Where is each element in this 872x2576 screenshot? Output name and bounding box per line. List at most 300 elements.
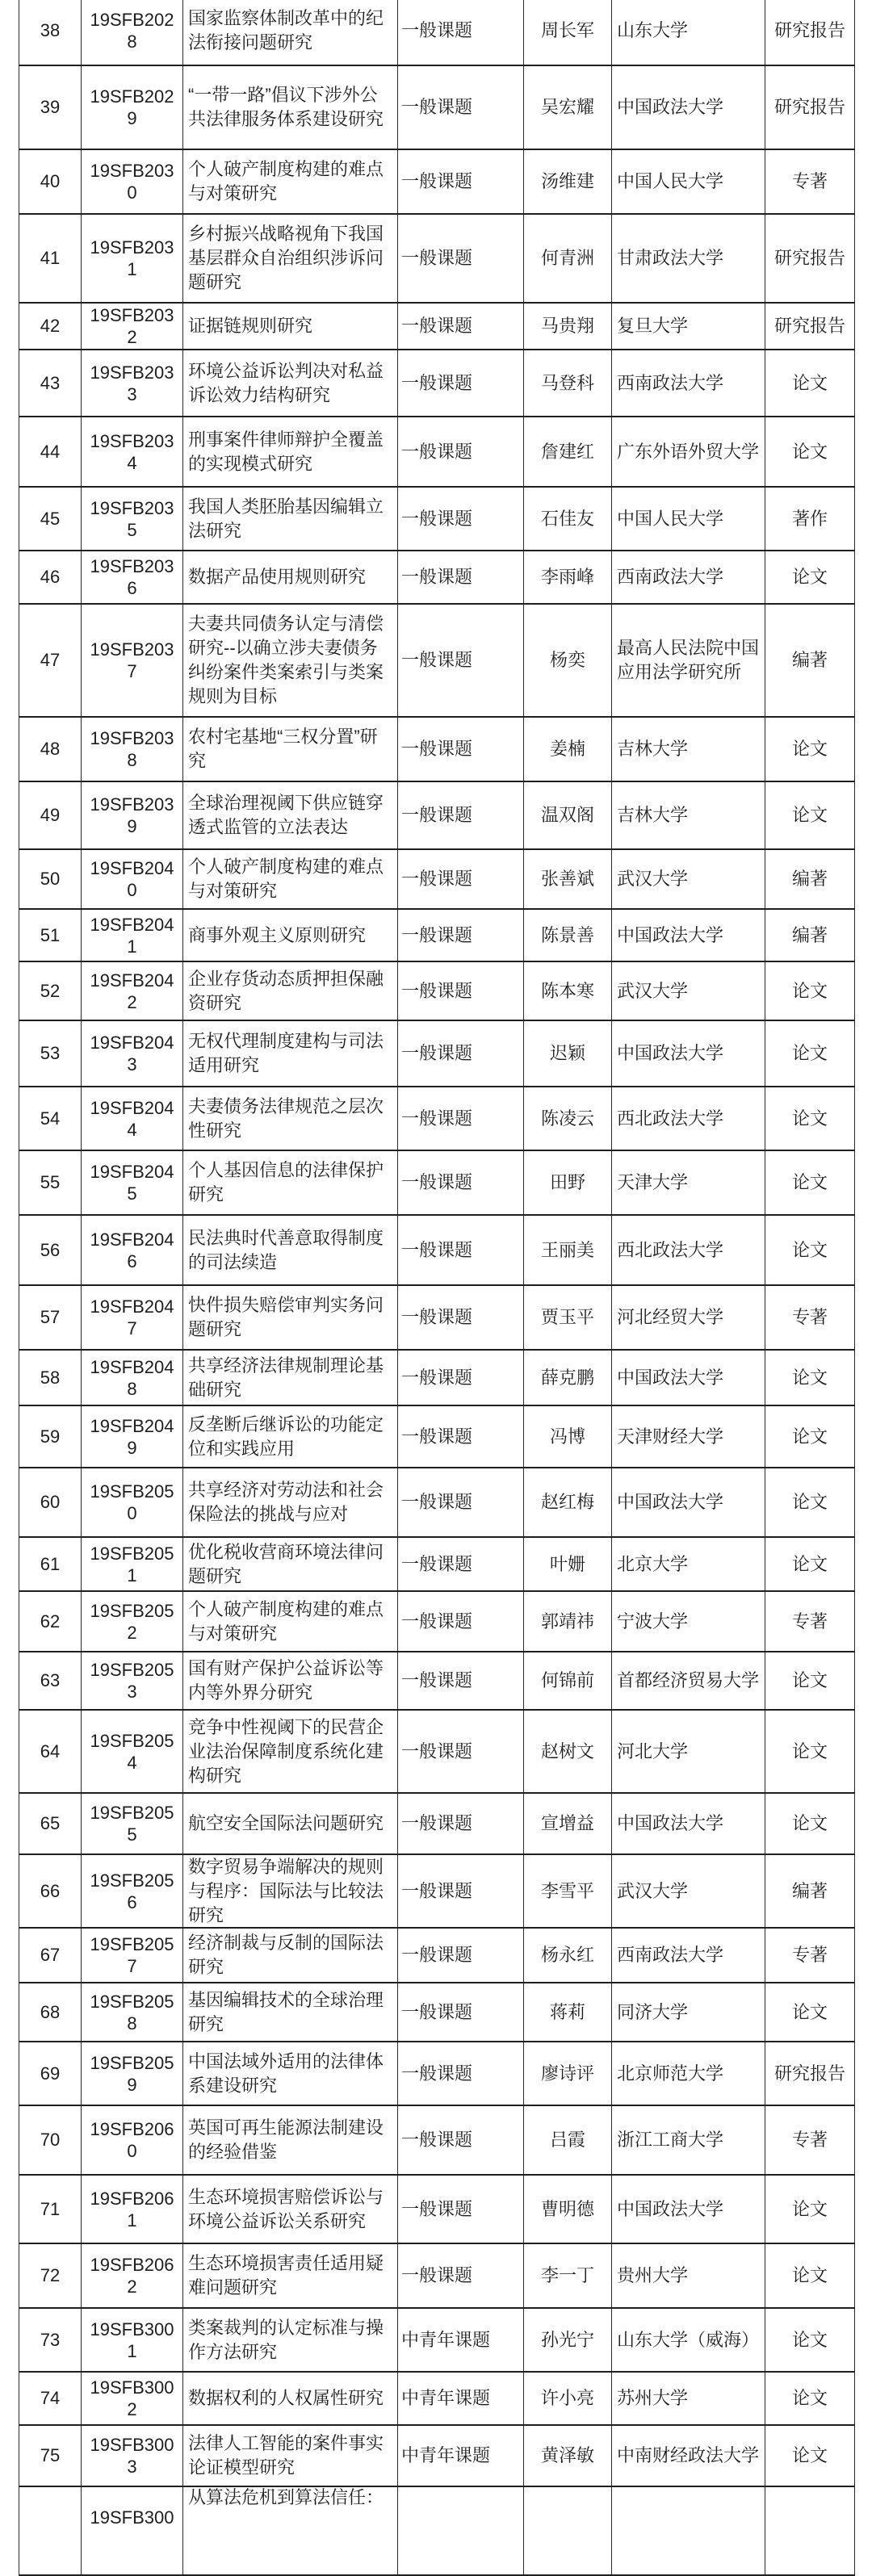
cell-number: 48 xyxy=(19,718,82,781)
cell-category: 一般课题 xyxy=(398,488,524,550)
cell-project-code: 19SFB2035 xyxy=(82,488,183,550)
cell-project-title: 国家监察体制改革中的纪法衔接问题研究 xyxy=(183,0,398,65)
cell-project-title: 环境公益诉讼判决对私益诉讼效力结构研究 xyxy=(183,350,398,416)
cell-category: 一般课题 xyxy=(398,1652,524,1709)
cell-category: 一般课题 xyxy=(398,1468,524,1536)
cell-project-code: 19SFB2045 xyxy=(82,1151,183,1214)
cell-institution: 复旦大学 xyxy=(612,304,765,349)
cell-leader: 吕霞 xyxy=(524,2106,612,2174)
cell-result-type: 论文 xyxy=(765,1711,855,1792)
cell-result-type: 研究报告 xyxy=(765,304,855,349)
cell-number: 71 xyxy=(19,2176,82,2243)
cell-project-code: 19SFB3003 xyxy=(82,2426,183,2486)
cell-result-type: 研究报告 xyxy=(765,0,855,65)
cell-result-type xyxy=(765,2487,855,2574)
cell-result-type: 论文 xyxy=(765,1351,855,1405)
cell-project-title: 共享经济对劳动法和社会保险法的挑战与应对 xyxy=(183,1468,398,1536)
cell-leader: 孙光宁 xyxy=(524,2309,612,2371)
cell-category: 一般课题 xyxy=(398,0,524,65)
cell-number: 73 xyxy=(19,2309,82,2371)
cell-number: 60 xyxy=(19,1468,82,1536)
cell-project-title: 夫妻债务法律规范之层次性研究 xyxy=(183,1087,398,1150)
cell-category: 一般课题 xyxy=(398,1929,524,1982)
table-row xyxy=(19,1151,855,1216)
cell-project-code: 19SFB2032 xyxy=(82,304,183,349)
cell-number: 56 xyxy=(19,1216,82,1284)
cell-number: 72 xyxy=(19,2244,82,2307)
cell-result-type: 研究报告 xyxy=(765,215,855,302)
cell-result-type: 论文 xyxy=(765,2176,855,2243)
cell-institution: 武汉大学 xyxy=(612,850,765,908)
table-row xyxy=(19,2176,855,2244)
cell-leader: 马贵翔 xyxy=(524,304,612,349)
cell-project-title: 个人破产制度构建的难点与对策研究 xyxy=(183,850,398,908)
cell-project-title: 商事外观主义原则研究 xyxy=(183,910,398,961)
cell-project-code: 19SFB2050 xyxy=(82,1468,183,1536)
cell-leader: 何青洲 xyxy=(524,215,612,302)
cell-category: 一般课题 xyxy=(398,1538,524,1590)
cell-project-code: 19SFB2041 xyxy=(82,910,183,961)
cell-institution: 西南政法大学 xyxy=(612,350,765,416)
cell-number: 70 xyxy=(19,2106,82,2174)
table-row xyxy=(19,1652,855,1711)
cell-project-title: 优化税收营商环境法律问题研究 xyxy=(183,1538,398,1590)
cell-project-code: 19SFB2053 xyxy=(82,1652,183,1709)
cell-category: 一般课题 xyxy=(398,962,524,1020)
cell-institution: 北京师范大学 xyxy=(612,2042,765,2105)
table-row xyxy=(19,1021,855,1087)
cell-result-type: 研究报告 xyxy=(765,66,855,149)
cell-category: 一般课题 xyxy=(398,1406,524,1467)
cell-number: 61 xyxy=(19,1538,82,1590)
cell-result-type: 论文 xyxy=(765,1538,855,1590)
table-row xyxy=(19,962,855,1021)
cell-number: 54 xyxy=(19,1087,82,1150)
cell-number xyxy=(19,2487,82,2574)
cell-category: 一般课题 xyxy=(398,350,524,416)
cell-category: 一般课题 xyxy=(398,1983,524,2041)
table-row xyxy=(19,1286,855,1351)
cell-leader: 杨永红 xyxy=(524,1929,612,1982)
cell-project-title: 乡村振兴战略视角下我国基层群众自治组织涉诉问题研究 xyxy=(183,215,398,302)
cell-category: 一般课题 xyxy=(398,1351,524,1405)
cell-project-code: 19SFB2047 xyxy=(82,1286,183,1349)
cell-institution: 河北经贸大学 xyxy=(612,1286,765,1349)
cell-institution: 贵州大学 xyxy=(612,2244,765,2307)
cell-institution: 中国政法大学 xyxy=(612,1021,765,1086)
cell-project-code: 19SFB2057 xyxy=(82,1929,183,1982)
cell-leader: 田野 xyxy=(524,1151,612,1214)
cell-project-title: 经济制裁与反制的国际法研究 xyxy=(183,1929,398,1982)
cell-institution: 中南财经政法大学 xyxy=(612,2426,765,2486)
table-row xyxy=(19,0,855,66)
cell-institution: 中国政法大学 xyxy=(612,66,765,149)
cell-category: 一般课题 xyxy=(398,1216,524,1284)
cell-project-title: 英国可再生能源法制建设的经验借鉴 xyxy=(183,2106,398,2174)
cell-leader: 李一丁 xyxy=(524,2244,612,2307)
cell-result-type: 著作 xyxy=(765,488,855,550)
cell-result-type: 论文 xyxy=(765,417,855,486)
cell-institution: 中国人民大学 xyxy=(612,150,765,213)
cell-institution: 甘肃政法大学 xyxy=(612,215,765,302)
cell-leader: 贾玉平 xyxy=(524,1286,612,1349)
cell-number: 39 xyxy=(19,66,82,149)
cell-institution: 吉林大学 xyxy=(612,782,765,848)
cell-category: 一般课题 xyxy=(398,605,524,716)
cell-result-type: 编著 xyxy=(765,605,855,716)
cell-project-code: 19SFB2033 xyxy=(82,350,183,416)
cell-project-code: 19SFB2059 xyxy=(82,2042,183,2105)
cell-result-type: 论文 xyxy=(765,1794,855,1853)
cell-project-code: 19SFB2038 xyxy=(82,718,183,781)
cell-project-code: 19SFB2060 xyxy=(82,2106,183,2174)
cell-project-code: 19SFB2046 xyxy=(82,1216,183,1284)
table-row xyxy=(19,1794,855,1855)
cell-category: 一般课题 xyxy=(398,215,524,302)
table-row xyxy=(19,66,855,150)
cell-project-code: 19SFB2055 xyxy=(82,1794,183,1853)
cell-leader: 蒋莉 xyxy=(524,1983,612,2041)
cell-project-title: 民法典时代善意取得制度的司法续造 xyxy=(183,1216,398,1284)
cell-number: 57 xyxy=(19,1286,82,1349)
cell-result-type: 论文 xyxy=(765,2426,855,2486)
cell-project-code: 19SFB2029 xyxy=(82,66,183,149)
cell-number: 47 xyxy=(19,605,82,716)
table-row xyxy=(19,910,855,962)
cell-institution: 中国政法大学 xyxy=(612,1468,765,1536)
cell-result-type: 论文 xyxy=(765,350,855,416)
cell-category xyxy=(398,2487,524,2574)
cell-leader: 周长军 xyxy=(524,0,612,65)
cell-project-code: 19SFB300 xyxy=(82,2487,183,2574)
cell-leader: 宣增益 xyxy=(524,1794,612,1853)
table-row xyxy=(19,1351,855,1406)
cell-number: 40 xyxy=(19,150,82,213)
cell-category: 一般课题 xyxy=(398,2176,524,2243)
table-row xyxy=(19,1592,855,1652)
table-row xyxy=(19,2244,855,2309)
cell-leader: 张善斌 xyxy=(524,850,612,908)
cell-leader: 马登科 xyxy=(524,350,612,416)
cell-category: 一般课题 xyxy=(398,1711,524,1792)
cell-category: 一般课题 xyxy=(398,718,524,781)
table-row xyxy=(19,718,855,782)
cell-project-code: 19SFB2056 xyxy=(82,1855,183,1927)
cell-number: 38 xyxy=(19,0,82,65)
table-row xyxy=(19,1087,855,1151)
cell-institution: 首都经济贸易大学 xyxy=(612,1652,765,1709)
cell-institution: 天津财经大学 xyxy=(612,1406,765,1467)
cell-institution: 中国政法大学 xyxy=(612,1794,765,1853)
cell-result-type: 论文 xyxy=(765,782,855,848)
cell-category: 一般课题 xyxy=(398,551,524,603)
cell-institution: 同济大学 xyxy=(612,1983,765,2041)
cell-category: 一般课题 xyxy=(398,2106,524,2174)
cell-project-code: 19SFB2037 xyxy=(82,605,183,716)
cell-project-title: 法律人工智能的案件事实论证模型研究 xyxy=(183,2426,398,2486)
cell-leader: 王丽美 xyxy=(524,1216,612,1284)
cell-project-code: 19SFB2061 xyxy=(82,2176,183,2243)
cell-leader: 陈景善 xyxy=(524,910,612,961)
cell-number: 51 xyxy=(19,910,82,961)
cell-result-type: 专著 xyxy=(765,1592,855,1651)
cell-project-code: 19SFB2048 xyxy=(82,1351,183,1405)
cell-project-title: 共享经济法律规制理论基础研究 xyxy=(183,1351,398,1405)
cell-project-title: 证据链规则研究 xyxy=(183,304,398,349)
cell-leader: 杨奕 xyxy=(524,605,612,716)
cell-project-title: 数据产品使用规则研究 xyxy=(183,551,398,603)
cell-institution: 西南政法大学 xyxy=(612,1929,765,1982)
cell-institution: 中国政法大学 xyxy=(612,2176,765,2243)
cell-leader: 曹明德 xyxy=(524,2176,612,2243)
cell-category: 一般课题 xyxy=(398,1855,524,1927)
table-row xyxy=(19,1929,855,1983)
table-row xyxy=(19,2309,855,2373)
cell-category: 一般课题 xyxy=(398,910,524,961)
cell-institution: 西南政法大学 xyxy=(612,551,765,603)
cell-category: 一般课题 xyxy=(398,66,524,149)
cell-leader: 叶姗 xyxy=(524,1538,612,1590)
table-row xyxy=(19,1538,855,1592)
table-row xyxy=(19,2106,855,2176)
cell-number: 50 xyxy=(19,850,82,908)
cell-number: 65 xyxy=(19,1794,82,1853)
cell-category: 一般课题 xyxy=(398,782,524,848)
cell-project-title: 竞争中性视阈下的民营企业法治保障制度系统化建构研究 xyxy=(183,1711,398,1792)
cell-project-title: 刑事案件律师辩护全覆盖的实现模式研究 xyxy=(183,417,398,486)
cell-result-type: 编著 xyxy=(765,910,855,961)
cell-project-code: 19SFB2044 xyxy=(82,1087,183,1150)
cell-number: 46 xyxy=(19,551,82,603)
table-row xyxy=(19,417,855,488)
cell-leader: 郭靖祎 xyxy=(524,1592,612,1651)
cell-number: 64 xyxy=(19,1711,82,1792)
cell-number: 49 xyxy=(19,782,82,848)
cell-institution: 北京大学 xyxy=(612,1538,765,1590)
cell-institution: 西北政法大学 xyxy=(612,1087,765,1150)
cell-leader: 冯博 xyxy=(524,1406,612,1467)
cell-number: 42 xyxy=(19,304,82,349)
cell-leader: 姜楠 xyxy=(524,718,612,781)
cell-project-code: 19SFB2062 xyxy=(82,2244,183,2307)
cell-project-code: 19SFB2040 xyxy=(82,850,183,908)
cell-project-code: 19SFB2054 xyxy=(82,1711,183,1792)
cell-institution: 山东大学 xyxy=(612,0,765,65)
cell-institution: 中国人民大学 xyxy=(612,488,765,550)
cell-result-type: 专著 xyxy=(765,1929,855,1982)
cell-project-title: 夫妻共同债务认定与清偿研究--以确立涉夫妻债务纠纷案件类案索引与类案规则为目标 xyxy=(183,605,398,716)
cell-institution: 浙江工商大学 xyxy=(612,2106,765,2174)
cell-category: 一般课题 xyxy=(398,417,524,486)
cell-result-type: 论文 xyxy=(765,2244,855,2307)
cell-result-type: 论文 xyxy=(765,962,855,1020)
cell-leader: 迟颖 xyxy=(524,1021,612,1086)
cell-number: 69 xyxy=(19,2042,82,2105)
table-row xyxy=(19,1406,855,1468)
cell-result-type: 论文 xyxy=(765,1406,855,1467)
cell-number: 66 xyxy=(19,1855,82,1927)
cell-number: 75 xyxy=(19,2426,82,2486)
table-row xyxy=(19,304,855,350)
cell-project-title: 生态环境损害责任适用疑难问题研究 xyxy=(183,2244,398,2307)
cell-project-title: 个人破产制度构建的难点与对策研究 xyxy=(183,150,398,213)
cell-category: 一般课题 xyxy=(398,2042,524,2105)
cell-number: 55 xyxy=(19,1151,82,1214)
cell-leader: 廖诗评 xyxy=(524,2042,612,2105)
cell-institution: 山东大学（威海） xyxy=(612,2309,765,2371)
cell-project-title: 我国人类胚胎基因编辑立法研究 xyxy=(183,488,398,550)
cell-project-title: 生态环境损害赔偿诉讼与环境公益诉讼关系研究 xyxy=(183,2176,398,2243)
cell-project-code: 19SFB2042 xyxy=(82,962,183,1020)
table-row xyxy=(19,2042,855,2106)
cell-number: 52 xyxy=(19,962,82,1020)
cell-institution xyxy=(612,2487,765,2574)
cell-number: 44 xyxy=(19,417,82,486)
cell-project-code: 19SFB2034 xyxy=(82,417,183,486)
cell-project-title: 中国法域外适用的法律体系建设研究 xyxy=(183,2042,398,2105)
cell-category: 一般课题 xyxy=(398,850,524,908)
table-row xyxy=(19,2426,855,2487)
cell-result-type: 论文 xyxy=(765,1983,855,2041)
cell-project-title: 从算法危机到算法信任： xyxy=(183,2487,398,2574)
cell-project-code: 19SFB2031 xyxy=(82,215,183,302)
cell-number: 45 xyxy=(19,488,82,550)
cell-project-code: 19SFB2058 xyxy=(82,1983,183,2041)
table-row xyxy=(19,605,855,718)
cell-institution: 中国政法大学 xyxy=(612,910,765,961)
cell-category: 一般课题 xyxy=(398,1151,524,1214)
project-table xyxy=(19,0,855,2576)
cell-project-title: 企业存货动态质押担保融资研究 xyxy=(183,962,398,1020)
cell-institution: 最高人民法院中国应用法学研究所 xyxy=(612,605,765,716)
cell-leader: 李雪平 xyxy=(524,1855,612,1927)
cell-leader: 赵红梅 xyxy=(524,1468,612,1536)
cell-leader: 许小亮 xyxy=(524,2373,612,2424)
cell-leader: 陈本寒 xyxy=(524,962,612,1020)
table-row xyxy=(19,150,855,215)
cell-leader: 李雨峰 xyxy=(524,551,612,603)
cell-category: 一般课题 xyxy=(398,304,524,349)
cell-result-type: 研究报告 xyxy=(765,2042,855,2105)
cell-category: 中青年课题 xyxy=(398,2426,524,2486)
cell-category: 一般课题 xyxy=(398,1021,524,1086)
cell-project-code: 19SFB2052 xyxy=(82,1592,183,1651)
cell-leader: 何锦前 xyxy=(524,1652,612,1709)
cell-leader: 温双阁 xyxy=(524,782,612,848)
cell-category: 一般课题 xyxy=(398,1794,524,1853)
cell-category: 一般课题 xyxy=(398,1592,524,1651)
cell-institution: 广东外语外贸大学 xyxy=(612,417,765,486)
cell-project-code: 19SFB2039 xyxy=(82,782,183,848)
cell-result-type: 论文 xyxy=(765,1468,855,1536)
cell-project-title: 个人基因信息的法律保护研究 xyxy=(183,1151,398,1214)
cell-category: 一般课题 xyxy=(398,2244,524,2307)
cell-project-title: 个人破产制度构建的难点与对策研究 xyxy=(183,1592,398,1651)
cell-result-type: 编著 xyxy=(765,850,855,908)
cell-project-code: 19SFB2036 xyxy=(82,551,183,603)
cell-project-title: 无权代理制度建构与司法适用研究 xyxy=(183,1021,398,1086)
cell-leader: 汤维建 xyxy=(524,150,612,213)
cell-institution: 中国政法大学 xyxy=(612,1351,765,1405)
cell-leader: 詹建红 xyxy=(524,417,612,486)
cell-institution: 宁波大学 xyxy=(612,1592,765,1651)
cell-project-title: 数据权利的人权属性研究 xyxy=(183,2373,398,2424)
cell-institution: 河北大学 xyxy=(612,1711,765,1792)
table-row xyxy=(19,782,855,850)
cell-project-title: 全球治理视阈下供应链穿透式监管的立法表达 xyxy=(183,782,398,848)
cell-number: 67 xyxy=(19,1929,82,1982)
cell-category: 一般课题 xyxy=(398,1286,524,1349)
cell-result-type: 论文 xyxy=(765,551,855,603)
cell-project-title: 快件损失赔偿审判实务问题研究 xyxy=(183,1286,398,1349)
cell-number: 59 xyxy=(19,1406,82,1467)
cell-category: 中青年课题 xyxy=(398,2373,524,2424)
cell-result-type: 论文 xyxy=(765,1087,855,1150)
cell-leader: 吴宏耀 xyxy=(524,66,612,149)
cell-result-type: 专著 xyxy=(765,1286,855,1349)
cell-leader: 陈凌云 xyxy=(524,1087,612,1150)
cell-project-title: 数字贸易争端解决的规则与程序：国际法与比较法研究 xyxy=(183,1855,398,1927)
cell-project-title: 国有财产保护公益诉讼等内等外界分研究 xyxy=(183,1652,398,1709)
cell-institution: 西北政法大学 xyxy=(612,1216,765,1284)
cell-result-type: 论文 xyxy=(765,1652,855,1709)
cell-result-type: 论文 xyxy=(765,2373,855,2424)
cell-number: 62 xyxy=(19,1592,82,1651)
cell-leader xyxy=(524,2487,612,2574)
cell-institution: 苏州大学 xyxy=(612,2373,765,2424)
cell-project-title: 农村宅基地“三权分置”研究 xyxy=(183,718,398,781)
cell-institution: 天津大学 xyxy=(612,1151,765,1214)
table-row xyxy=(19,1216,855,1286)
table-row xyxy=(19,850,855,910)
cell-number: 74 xyxy=(19,2373,82,2424)
table-row xyxy=(19,1711,855,1794)
cell-result-type: 编著 xyxy=(765,1855,855,1927)
table-row xyxy=(19,2373,855,2426)
cell-category: 中青年课题 xyxy=(398,2309,524,2371)
cell-number: 43 xyxy=(19,350,82,416)
cell-project-code: 19SFB2051 xyxy=(82,1538,183,1590)
cell-number: 68 xyxy=(19,1983,82,2041)
cell-project-title: 航空安全国际法问题研究 xyxy=(183,1794,398,1853)
cell-institution: 武汉大学 xyxy=(612,962,765,1020)
cell-result-type: 论文 xyxy=(765,1021,855,1086)
cell-project-code: 19SFB2049 xyxy=(82,1406,183,1467)
cell-result-type: 论文 xyxy=(765,2309,855,2371)
cell-leader: 赵树文 xyxy=(524,1711,612,1792)
table-row xyxy=(19,215,855,304)
cell-project-code: 19SFB3002 xyxy=(82,2373,183,2424)
cell-result-type: 专著 xyxy=(765,150,855,213)
cell-institution: 吉林大学 xyxy=(612,718,765,781)
cell-project-title: 基因编辑技术的全球治理研究 xyxy=(183,1983,398,2041)
cell-number: 41 xyxy=(19,215,82,302)
cell-leader: 黄泽敏 xyxy=(524,2426,612,2486)
cell-leader: 薛克鹏 xyxy=(524,1351,612,1405)
cell-number: 58 xyxy=(19,1351,82,1405)
table-row xyxy=(19,350,855,417)
cell-project-code: 19SFB2030 xyxy=(82,150,183,213)
cell-category: 一般课题 xyxy=(398,1087,524,1150)
table-row-partial xyxy=(19,2487,855,2576)
cell-category: 一般课题 xyxy=(398,150,524,213)
cell-project-code: 19SFB3001 xyxy=(82,2309,183,2371)
cell-project-title: 类案裁判的认定标准与操作方法研究 xyxy=(183,2309,398,2371)
cell-project-title: “一带一路”倡议下涉外公共法律服务体系建设研究 xyxy=(183,66,398,149)
cell-number: 63 xyxy=(19,1652,82,1709)
cell-leader: 石佳友 xyxy=(524,488,612,550)
cell-project-code: 19SFB2043 xyxy=(82,1021,183,1086)
